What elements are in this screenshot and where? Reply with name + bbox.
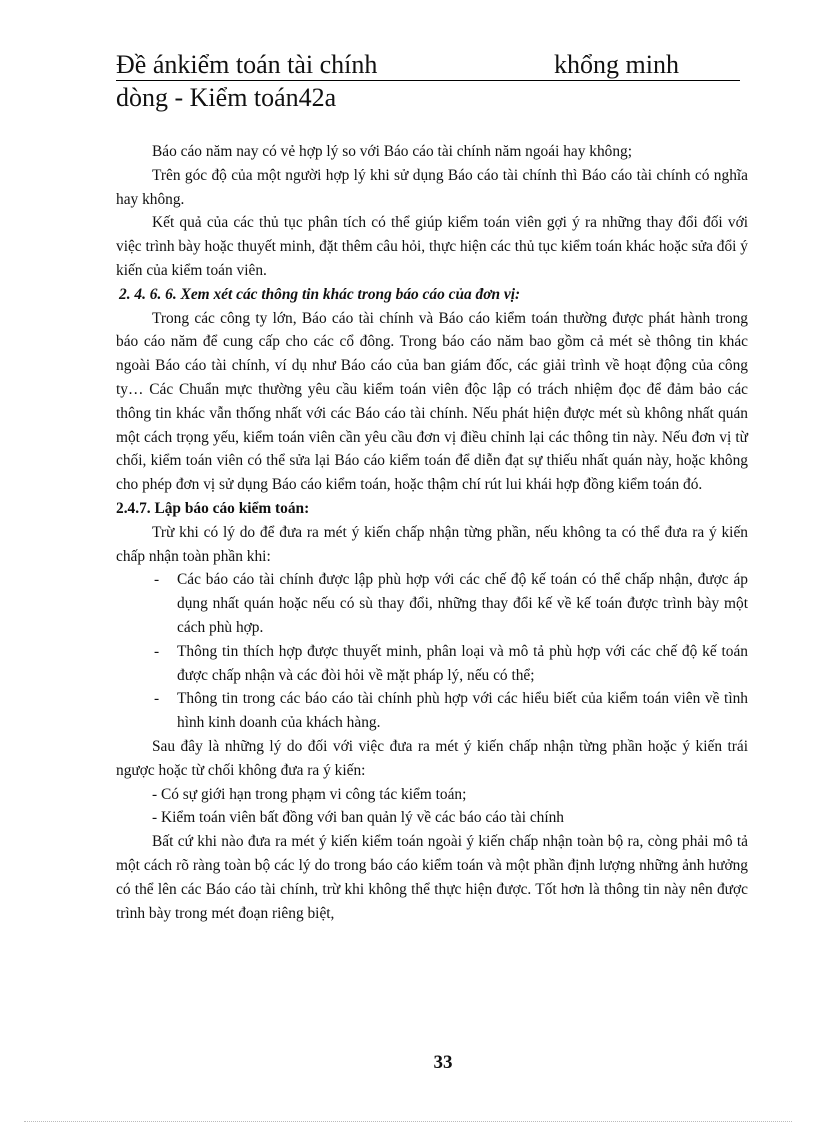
sub-item: - Có sự giới hạn trong phạm vi công tác kiểm toán; (152, 785, 467, 803)
header-subtitle: dòng - Kiểm toán42a (116, 83, 337, 112)
list-item-text: Thông tin trong các báo cáo tài chính phù hợp với các hiểu biết của kiểm toán viên về tình hình kinh doanh của khách hàng. (177, 690, 748, 732)
paragraph: Bất cứ khi nào đưa ra mét ý kiến kiểm toán ngoài ý kiến chấp nhận toàn bộ ra, còng phải mô tả một cách rõ ràng toàn bộ các lý do trong báo cáo kiểm toán và một phần định lượng những ảnh hưởng có thể lên các Báo cáo tài chính, trừ khi không thể thực hiện được. Tốt hơn là thông tin này nên được trình bày trong mét đoạn riêng biệt, (116, 833, 748, 922)
paragraph: Trừ khi có lý do để đưa ra mét ý kiến chấp nhận từng phần, nếu không ta có thể đưa ra ý kiến chấp nhận toàn phần khi: (116, 523, 748, 565)
list-item-text: Các báo cáo tài chính được lập phù hợp với các chế độ kế toán có thể chấp nhận, được áp dụng nhất quán hoặc nếu có sù thay đổi, những thay đổi kế về kế toán được trình bày một cách phù hợp. (177, 571, 748, 636)
section-heading: 2.4.7. Lập báo cáo kiểm toán: (116, 499, 310, 517)
bullet-dash: - (154, 690, 160, 708)
page-header (116, 50, 740, 113)
paragraph: Báo cáo năm nay có vẻ hợp lý so với Báo cáo tài chính năm ngoái hay không; (152, 143, 633, 160)
section-heading: 2. 4. 6. 6. Xem xét các thông tin khác trong báo cáo của đơn vị: (119, 285, 521, 303)
list-item (116, 687, 748, 735)
sub-item: - Kiểm toán viên bất đồng với ban quản lý về các báo cáo tài chính (152, 809, 565, 827)
header-line-1 (116, 50, 740, 81)
page-number: 33 (433, 1052, 453, 1073)
page-bottom-divider (24, 1121, 792, 1122)
paragraph: Kết quả của các thủ tục phân tích có thể giúp kiểm toán viên gợi ý ra những thay đổi đối với việc trình bày hoặc thuyết minh, đặt thêm câu hỏi, thực hiện các thủ tục kiểm toán khác hoặc sửa đổi ý kiến của kiểm toán viên. (116, 214, 748, 279)
header-title: Đề ánkiểm toán tài chính (116, 50, 378, 79)
paragraph: Trên góc độ của một người hợp lý khi sử dụng Báo cáo tài chính thì Báo cáo tài chính có nghĩa hay không. (116, 166, 748, 208)
paragraph: Sau đây là những lý do đối với việc đưa ra mét ý kiến chấp nhận từng phần hoặc ý kiến trái ngược hoặc từ chối không đưa ra ý kiến: (116, 737, 748, 779)
bullet-dash: - (154, 642, 160, 660)
header-author: khổng minh (554, 50, 679, 79)
paragraph: Trong các công ty lớn, Báo cáo tài chính và Báo cáo kiểm toán thường được phát hành trong báo cáo năm để cung cấp cho các cổ đông. Trong báo cáo năm bao gồm cả mét sè thông tin khác ngoài Báo cáo tài chính, ví dụ như Báo cáo của ban giám đốc, các giải trình về hoạt động của công ty… Các Chuẩn mực thường yêu cầu kiểm toán viên độc lập có trách nhiệm đọc để đảm bảo các thông tin khác vẫn thống nhất với các Báo cáo tài chính. Nếu phát hiện được mét sù không nhất quán một cách trọng yếu, kiểm toán viên cần yêu cầu đơn vị điều chỉnh lại các thông tin này. Nếu đơn vị từ chối, kiểm toán viên có thể sửa lại Báo cáo kiểm toán để diễn đạt sự thiếu nhất quán này, hoặc không cho phép đơn vị sử dụng Báo cáo kiểm toán, hoặc thậm chí rút lui khái hợp đồng kiểm toán đó. (116, 309, 748, 494)
list-item (116, 568, 748, 639)
bullet-dash: - (154, 571, 160, 589)
list-item (116, 640, 748, 688)
document-body (116, 140, 748, 925)
list-item-text: Thông tin thích hợp được thuyết minh, phân loại và mô tả phù hợp với các chế độ kế toán được chấp nhận và các đòi hỏi về mặt pháp lý, nếu có thể; (177, 642, 748, 684)
